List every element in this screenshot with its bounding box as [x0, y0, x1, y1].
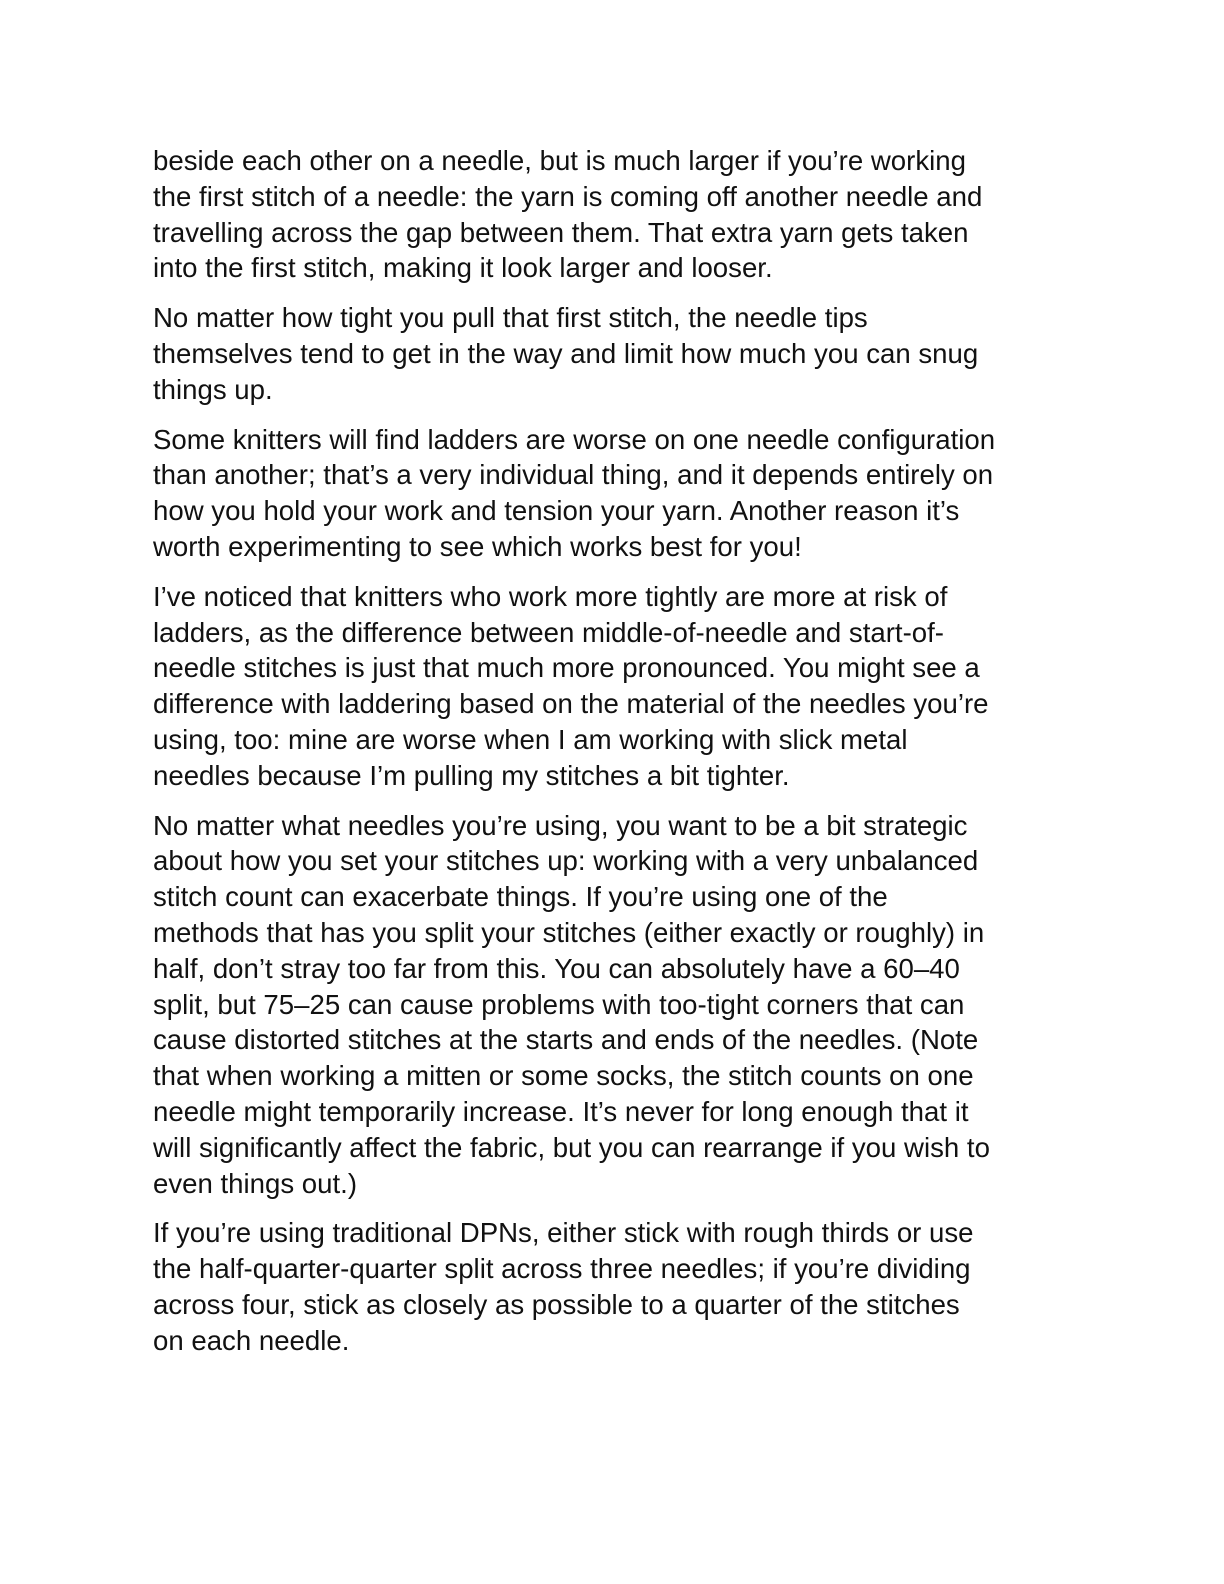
text-line: needles because I’m pulling my stitches a bit tighter. — [153, 759, 790, 791]
text-line: the half-quarter-quarter split across three needles; if you’re dividing — [153, 1253, 971, 1285]
document-page — [153, 143, 1073, 1373]
paragraph-4 — [153, 579, 1073, 794]
text-line: about how you set your stitches up: working with a very unbalanced — [153, 845, 979, 877]
text-line: stitch count can exacerbate things. If you’re using one of the — [153, 881, 888, 913]
text-line: will significantly affect the fabric, but you can rearrange if you wish to — [153, 1131, 990, 1163]
paragraph-2 — [153, 300, 1073, 407]
text-line: half, don’t stray too far from this. You can absolutely have a 60–40 — [153, 952, 960, 984]
text-line: using, too: mine are worse when I am working with slick metal — [153, 723, 908, 755]
text-line: travelling across the gap between them. That extra yarn gets taken — [153, 216, 969, 248]
text-line: cause distorted stitches at the starts and ends of the needles. (Note — [153, 1024, 979, 1056]
text-line: into the first stitch, making it look larger and looser. — [153, 252, 773, 284]
text-line: themselves tend to get in the way and limit how much you can snug — [153, 337, 979, 369]
text-line: If you’re using traditional DPNs, either stick with rough thirds or use — [153, 1217, 974, 1249]
text-line: split, but 75–25 can cause problems with too-tight corners that can — [153, 988, 965, 1020]
text-line: even things out.) — [153, 1167, 358, 1199]
text-line: than another; that’s a very individual thing, and it depends entirely on — [153, 459, 994, 491]
text-line: I’ve noticed that knitters who work more tightly are more at risk of — [153, 580, 948, 612]
paragraph-3 — [153, 422, 1073, 565]
paragraph-5 — [153, 808, 1073, 1202]
text-line: on each needle. — [153, 1324, 350, 1356]
text-line: beside each other on a needle, but is much larger if you’re working — [153, 145, 966, 176]
text-line: that when working a mitten or some socks, the stitch counts on one — [153, 1060, 974, 1092]
text-line: needle stitches is just that much more pronounced. You might see a — [153, 652, 980, 684]
text-line: Some knitters will find ladders are worse on one needle configuration — [153, 423, 996, 455]
text-line: difference with laddering based on the material of the needles you’re — [153, 688, 989, 720]
text-line: worth experimenting to see which works best for you! — [153, 530, 802, 562]
text-line: No matter how tight you pull that first stitch, the needle tips — [153, 302, 868, 334]
paragraph-1 — [153, 143, 1073, 286]
text-line: methods that has you split your stitches (either exactly or roughly) in — [153, 916, 985, 948]
text-line: across four, stick as closely as possible to a quarter of the stitches — [153, 1288, 960, 1320]
text-line: No matter what needles you’re using, you want to be a bit strategic — [153, 809, 968, 841]
text-line: needle might temporarily increase. It’s never for long enough that it — [153, 1095, 969, 1127]
text-line: how you hold your work and tension your yarn. Another reason it’s — [153, 495, 960, 527]
paragraph-6 — [153, 1215, 1073, 1358]
text-line: the first stitch of a needle: the yarn is coming off another needle and — [153, 180, 983, 212]
text-line: ladders, as the difference between middle-of-needle and start-of- — [153, 616, 944, 648]
text-line: things up. — [153, 373, 273, 405]
